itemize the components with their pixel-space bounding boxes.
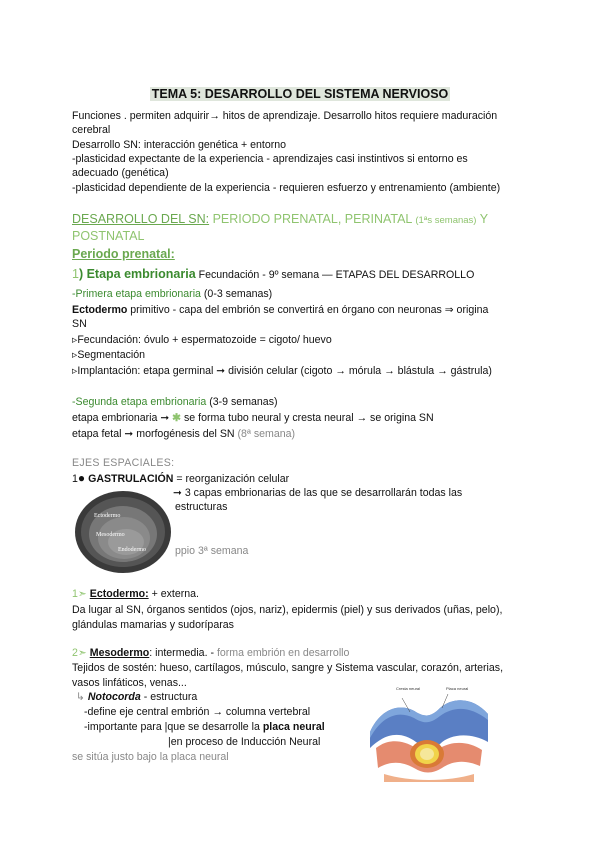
ectodermo-line-1: [72, 588, 199, 601]
fecundacion-line: ▹Fecundación: óvulo + espermatozoide = cigoto/ huevo: [72, 334, 332, 346]
ectodermo-line-3: glándulas mamarias y sudoríparas: [72, 619, 234, 631]
section-heading-e: POSTNATAL: [72, 229, 145, 243]
ecto-line-1: [72, 304, 488, 317]
page-title: [0, 87, 600, 101]
notocorda-line-5: se sitúa justo bajo la placa neural: [72, 751, 229, 763]
notocorda-line: [76, 691, 197, 704]
arrow-icon: ➣: [77, 647, 87, 659]
ectodermo-rest: + externa.: [148, 588, 199, 600]
segunda-l3b: (8ª semana): [237, 428, 296, 440]
notocorda-rest: - estructura: [140, 691, 198, 703]
periodo-heading: Periodo prenatal:: [72, 247, 175, 261]
ejes-heading: EJES ESPACIALES:: [72, 457, 175, 469]
section-heading-a: DESARROLLO DEL SN:: [72, 212, 210, 226]
intro-line-3: Desarrollo SN: interacción genética + entorno: [72, 139, 287, 151]
ecto-rest: primitivo - capa del embrión se convertirá en órgano con neuronas ⇒ origina: [127, 304, 489, 316]
mesodermo-num: 2: [72, 647, 78, 659]
gastrula-label-mesodermo: Mesodermo: [96, 532, 125, 538]
implantacion-line: ▹Implantación: etapa germinal ➞ división celular (cigoto → mórula → blástula → gástrula): [72, 365, 492, 377]
gastrula-label-ectodermo: Ectodermo: [94, 513, 121, 519]
segunda-l2b: se forma tubo neural y cresta neural → se origina SN: [181, 412, 434, 424]
return-arrow-icon: ↳: [76, 691, 88, 703]
segunda-line: [72, 396, 278, 409]
page-title-text: TEMA 5: DESARROLLO DEL SISTEMA NERVIOSO: [151, 87, 449, 101]
mesodermo-rest: : intermedia. -: [149, 647, 217, 659]
segunda-b: (3-9 semanas): [206, 396, 278, 408]
notocorda-name: Notocorda: [87, 691, 141, 703]
segunda-l3a: etapa fetal ➞ morfogénesis del SN: [72, 428, 238, 440]
mesodermo-grey: forma embrión en desarrollo: [216, 647, 350, 659]
gastr-num: 1: [72, 473, 78, 485]
ecto-bold: Ectodermo: [72, 304, 128, 316]
section-heading-b: PERIODO PRENATAL, PERINATAL: [209, 212, 416, 226]
segunda-line-2: [72, 412, 434, 425]
etapa-heading: [72, 267, 474, 283]
mesodermo-name: Mesodermo: [89, 647, 150, 659]
notocorda-line-3: [84, 721, 325, 734]
ectodermo-line-2: Da lugar al SN, órganos sentidos (ojos, nariz), epidermis (piel) y sus derivados (uñas, pelo),: [72, 604, 503, 616]
gastr-bold: GASTRULACIÓN: [85, 473, 174, 485]
etapa-paren: ): [78, 267, 84, 281]
etapa-name: Etapa embrionaria: [83, 267, 196, 281]
segunda-a: -Segunda etapa embrionaria: [72, 396, 207, 408]
gastr-rest: = reorganización celular: [173, 473, 290, 485]
primera-line: [72, 288, 272, 301]
primera-b: (0-3 semanas): [200, 288, 273, 300]
placa-neural-bold: placa neural: [262, 721, 325, 733]
segunda-l2a: etapa embrionaria ➞: [72, 412, 173, 424]
primera-a: -Primera etapa embrionaria: [72, 288, 201, 300]
section-heading-d: Y: [476, 212, 489, 226]
mesodermo-line-2: Tejidos de sostén: hueso, cartílagos, músculo, sangre y Sistema vascular, corazón, arterias,: [72, 662, 504, 674]
etapa-rest: Fecundación - 9º semana — ETAPAS DEL DESARROLLO: [195, 269, 475, 281]
intro-line-2: cerebral: [72, 124, 111, 136]
ppio-note: ppio 3ª semana: [175, 545, 249, 557]
notocorda-line-4: |en proceso de Inducción Neural: [168, 736, 321, 748]
segunda-line-3: [72, 428, 295, 441]
notocorda-line-2: -define eje central embrión → columna vertebral: [84, 706, 311, 718]
notocorda-l6a: -importante para |que se desarrolle la: [84, 721, 263, 733]
ecto-line-2: SN: [72, 318, 87, 330]
ectodermo-name: Ectodermo:: [89, 588, 149, 600]
ectodermo-num: 1: [72, 588, 78, 600]
intro-line-4: -plasticidad expectante de la experiencia - aprendizajes casi instintivos si entorno es: [72, 153, 468, 165]
intro-line-5: adecuado (genética): [72, 167, 169, 179]
etapa-num: 1: [72, 267, 79, 281]
mesodermo-line-3: vasos linfáticos, venas...: [72, 677, 187, 689]
arrow-icon: ➣: [77, 588, 87, 600]
bullet-dot-icon: ●: [77, 471, 86, 485]
gastrula-label-endodermo: Endodermo: [118, 547, 146, 553]
gastr-line-2: ➞ 3 capas embrionarias de las que se desarrollarán todas las: [173, 487, 463, 499]
mesodermo-line-1: [72, 647, 349, 660]
gastrulacion-line: [72, 472, 289, 486]
neural-plate-image: [370, 684, 488, 782]
gastrula-image: [74, 490, 172, 574]
intro-line-1: Funciones . permiten adquirir→ hitos de aprendizaje. Desarrollo hitos requiere maduración: [72, 110, 498, 122]
intro-line-6: -plasticidad dependiente de la experiencia - requieren esfuerzo y entrenamiento (ambiente): [72, 182, 501, 194]
star-icon: ✱: [172, 412, 182, 424]
gastr-line-3: estructuras: [175, 501, 228, 513]
placa-neural-label: Placa neural: [446, 686, 469, 691]
cresta-neural-label: Cresta neural: [396, 686, 421, 691]
segmentacion-line: ▹Segmentación: [72, 349, 146, 361]
section-heading-c: (1ªs semanas): [415, 215, 477, 226]
section-heading: [72, 212, 488, 228]
